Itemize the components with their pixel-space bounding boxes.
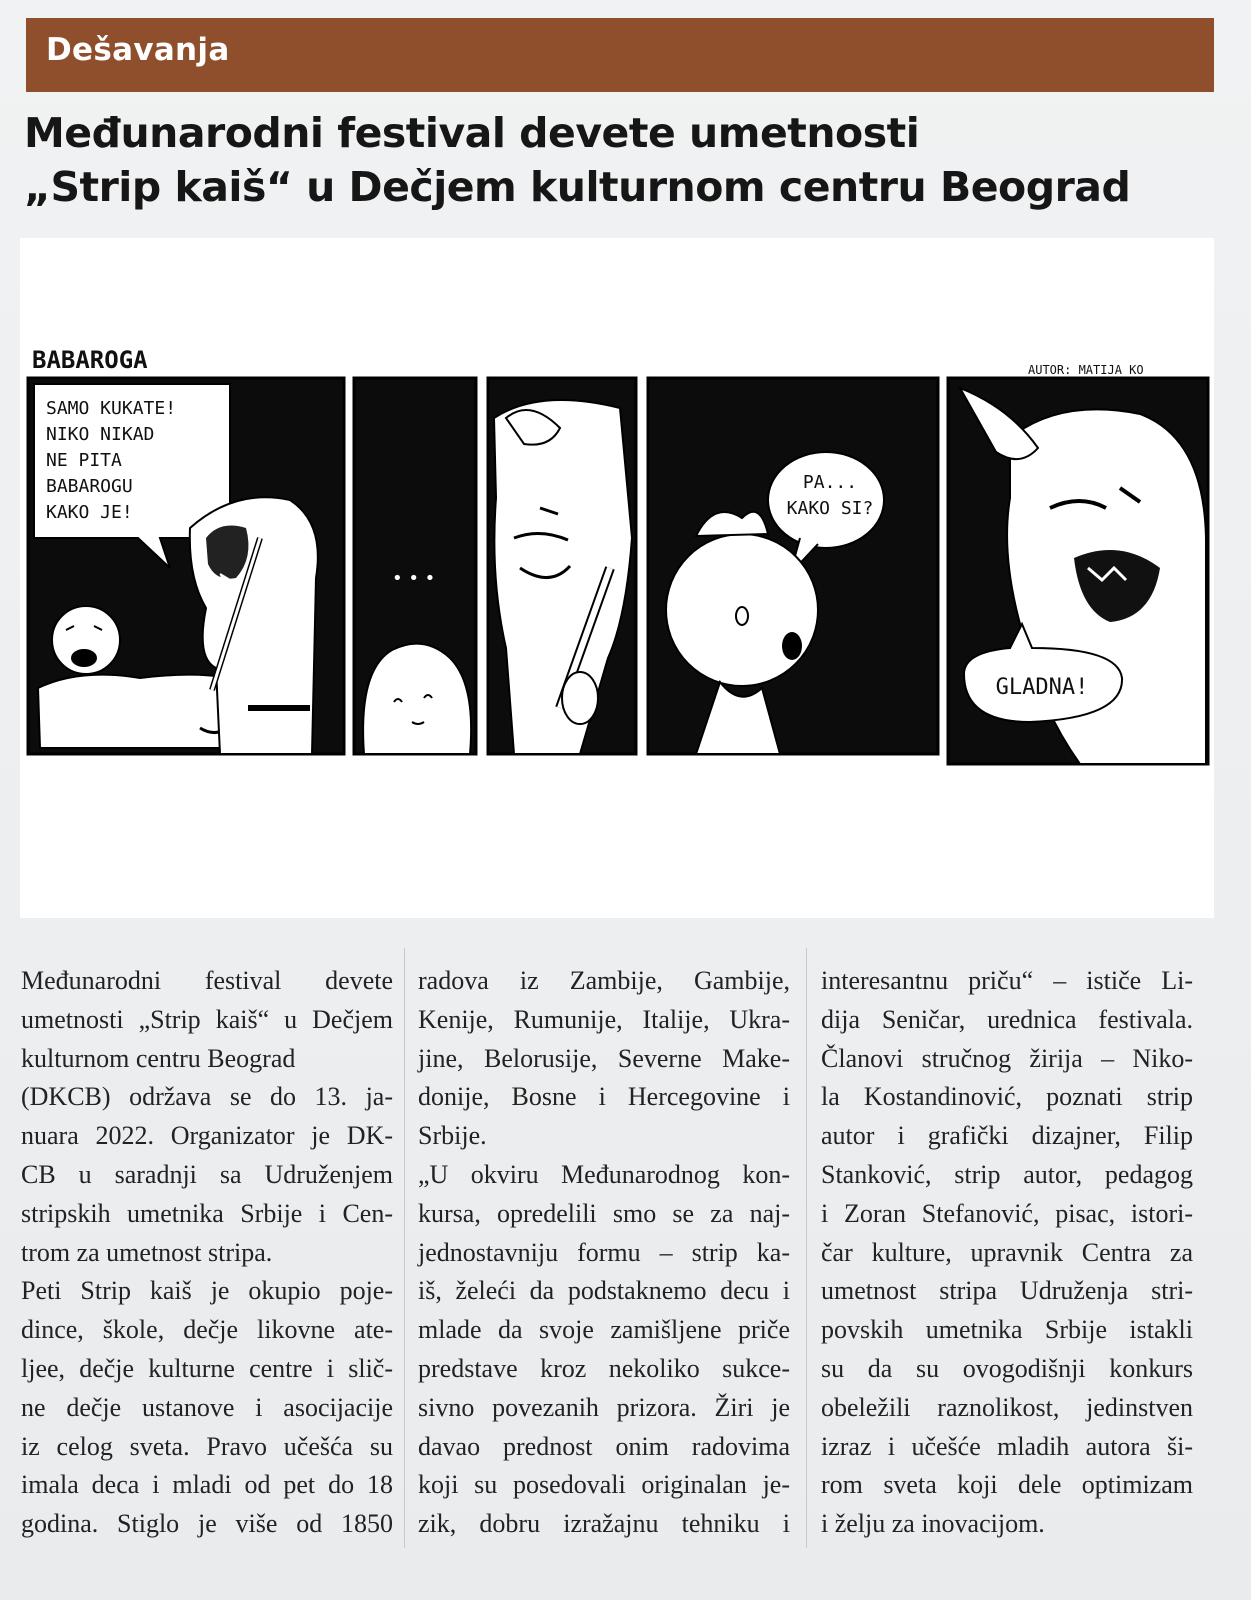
col2-line: koji su posedovali originalan je- <box>418 1470 790 1500</box>
col2-line: donije, Bosne i Hercegovine i <box>418 1082 790 1112</box>
col3-line: izraz i učešće mladih autora ši- <box>821 1431 1193 1461</box>
col2-line: Srbije. <box>418 1121 487 1151</box>
panel-1-line-3: NE PITA <box>46 450 122 471</box>
headline-line-2: „Strip kaiš“ u Dečjem kulturnom centru Beograd <box>24 163 1131 211</box>
col1-line: ne dečje ustanove i asocijacije <box>21 1392 393 1422</box>
col1-line: nuara 2022. Organizator je DK- <box>21 1121 393 1151</box>
col1-line: trom za umetnost stripa. <box>21 1237 273 1267</box>
comic-panel-4 <box>648 378 938 754</box>
col1-line-text: umetnosti „Strip kaiš“ u Dečjem kulturnom centru Beograd <box>21 1004 393 1073</box>
col1-line: stripskih umetnika Srbije i Cen- <box>21 1198 393 1228</box>
col2-line: mlade da svoje zamišljene priče <box>418 1315 790 1345</box>
col2-line: jednostavniju formu – strip ka- <box>418 1237 790 1267</box>
panel-4-line-2: KAKO SI? <box>786 498 874 519</box>
col2-line: zik, dobru izražajnu tehniku i <box>418 1509 790 1539</box>
col3-line: la Kostandinović, poznati strip <box>821 1082 1193 1112</box>
col3-line: su da su ovogodišnji konkurs <box>821 1353 1193 1383</box>
section-header-bar <box>26 18 1214 92</box>
panel-1-line-4: BABAROGU <box>46 476 133 497</box>
col3-line: umetnost stripa Udruženja stri- <box>821 1276 1193 1306</box>
col3-line: povskih umetnika Srbije istakli <box>821 1315 1193 1345</box>
col1-line: (DKCB) održava se do 13. ja- <box>21 1082 393 1112</box>
col3-line: interesantnu priču“ – ističe Li- <box>821 966 1193 995</box>
col2-line: „U okviru Međunarodnog kon- <box>418 1159 790 1189</box>
article-column-3 <box>821 962 1193 1544</box>
panel-5-speech: GLADNA! <box>995 675 1089 700</box>
col2-line: Kenije, Rumunije, Italije, Ukra- <box>418 1004 790 1034</box>
panel-1-line-2: NIKO NIKAD <box>46 424 155 445</box>
col3-line: Stanković, strip autor, pedagog <box>821 1159 1193 1189</box>
comic-panel-3 <box>488 378 636 754</box>
comic-panel-1 <box>28 378 344 754</box>
comic-panel-5 <box>948 378 1208 764</box>
col1-line: dince, škole, dečje likovne ate- <box>21 1315 393 1345</box>
col3-line: i Zoran Stefanović, pisac, istori- <box>821 1198 1193 1228</box>
col1-line: godina. Stiglo je više od 1850 <box>21 1509 393 1539</box>
col1-line: imala deca i mladi od pet do 18 <box>21 1470 393 1500</box>
col1-line: CB u saradnji sa Udruženjem <box>21 1159 393 1189</box>
col2-line: radova iz Zambije, Gambije, <box>418 966 790 995</box>
col1-line: Međunarodni festival devete <box>21 966 393 995</box>
col2-line: davao prednost onim radovima <box>418 1431 790 1461</box>
col3-line: čar kulture, upravnik Centra za <box>821 1237 1193 1267</box>
col1-line: iz celog sveta. Pravo učešća su <box>21 1431 393 1461</box>
comic-panel-2 <box>354 378 476 754</box>
col1-line <box>21 1001 393 1079</box>
comic-author: AUTOR: MATIJA KO <box>1028 363 1144 377</box>
article-headline <box>24 106 1224 214</box>
col3-line: i želju za inovacijom. <box>821 1509 1045 1539</box>
panel-2-dots: • • • <box>392 568 436 589</box>
panel-1-line-1: SAMO KUKATE! <box>46 398 177 419</box>
headline-line-1: Međunarodni festival devete umetnosti <box>24 109 920 157</box>
col3-line: dija Seničar, urednica festivala. <box>821 1004 1193 1034</box>
col2-line: predstave kroz nekoliko sukce- <box>418 1353 790 1383</box>
col3-line: obeležili raznolikost, jedinstven <box>821 1392 1193 1422</box>
col2-line: jine, Belorusije, Severne Make- <box>418 1043 790 1073</box>
col1-line: Peti Strip kaiš je okupio poje- <box>21 1276 393 1306</box>
comic-title: BABAROGA <box>32 346 148 374</box>
article-column-2 <box>418 962 790 1544</box>
section-label: Dešavanja <box>46 32 230 68</box>
article-column-1 <box>21 962 393 1544</box>
col3-line: rom sveta koji dele optimizam <box>821 1470 1193 1500</box>
col2-line: iš, želeći da podstaknemo decu i <box>418 1276 790 1306</box>
column-separator-1 <box>404 948 405 1548</box>
col2-line: kursa, opredelili smo se za naj- <box>418 1198 790 1228</box>
column-separator-2 <box>806 948 807 1548</box>
comic-strip-drawing <box>20 238 1214 918</box>
col3-line: Članovi stručnog žirija – Niko- <box>821 1043 1193 1073</box>
comic-strip-image <box>20 238 1214 918</box>
col2-line: sivno povezanih prizora. Žiri je <box>418 1392 790 1422</box>
col1-line: ljee, dečje kulturne centre i slič- <box>21 1353 393 1383</box>
panel-4-line-1: PA... <box>802 472 858 493</box>
panel-1-line-5: KAKO JE! <box>46 502 133 523</box>
col3-line: autor i grafički dizajner, Filip <box>821 1121 1193 1151</box>
